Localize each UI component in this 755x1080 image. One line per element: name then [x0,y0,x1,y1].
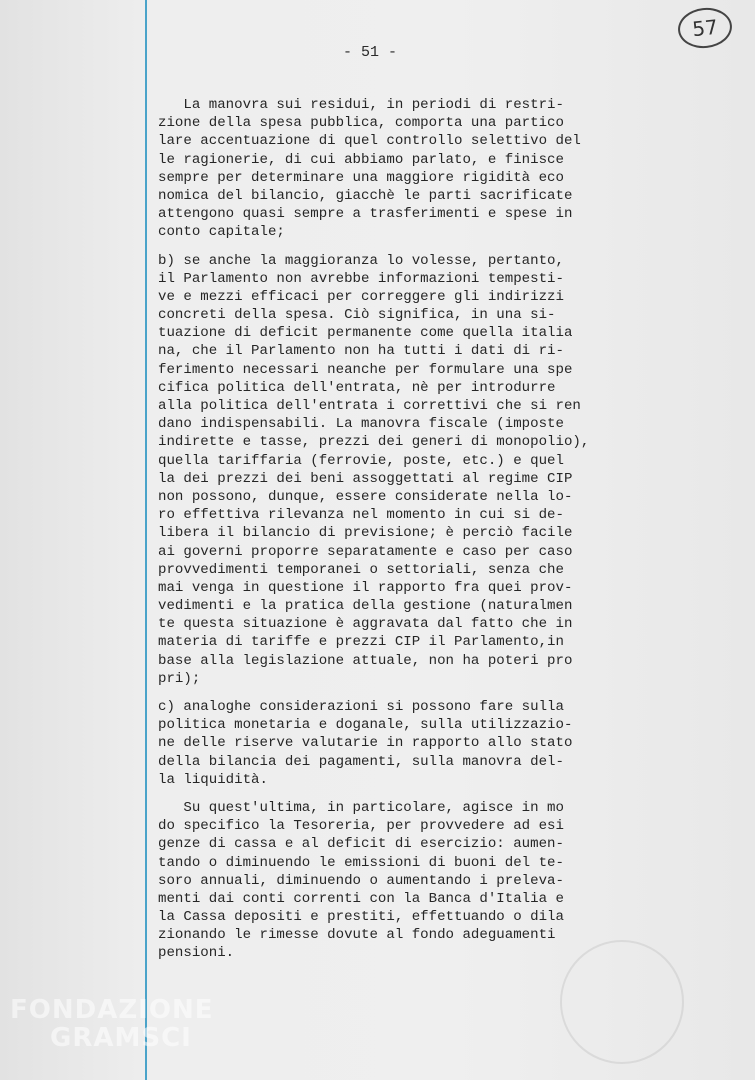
text-line: provvedimenti temporanei o settoriali, senza che [158,561,564,578]
text-line: mai venga in questione il rapporto fra quei prov- [158,579,573,596]
text-line: della bilancia dei pagamenti, sulla manovra del- [158,753,564,770]
text-line: b) se anche la maggioranza lo volesse, pertanto, [158,252,564,269]
text-line: le ragionerie, di cui abbiamo parlato, e finisce [158,151,564,168]
text-line: la dei prezzi dei beni assoggettati al regime CIP [158,470,573,487]
text-line: te questa situazione è aggravata dal fatto che in [158,616,573,633]
text-line: ve e mezzi efficaci per correggere gli indirizzi [158,288,564,305]
text-line: nomica del bilancio, giacchè le parti sacrificate [158,187,573,204]
watermark-line: GRAMSCI [50,1023,192,1053]
text-line: concreti della spesa. Ciò significa, in una si- [158,307,556,324]
text-line: ro effettiva rilevanza nel momento in cui si de- [158,507,564,524]
text-line: dano indispensabili. La manovra fiscale (imposte [158,416,564,433]
watermark-line: FONDAZIONE [10,995,214,1025]
text-line: zione della spesa pubblica, comporta una partico [158,115,564,132]
margin-line [145,0,147,1080]
text-line: menti dai conti correnti con la Banca d'Italia e [158,890,564,907]
paragraph [158,96,628,242]
text-line: sempre per determinare una maggiore rigidità eco [158,169,564,186]
paragraph [158,799,628,963]
text-line: c) analoghe considerazioni si possono fare sulla [158,699,564,715]
text-line: pri); [158,670,201,687]
text-line: alla politica dell'entrata i correttivi che si ren [158,398,581,414]
text-line: genze di cassa e al deficit di esercizio: aumen- [158,836,564,853]
paragraph [158,698,628,789]
text-line: indirette e tasse, prezzi dei generi di monopolio), [158,434,590,451]
text-line: soro annuali, diminuendo o aumentando i preleva- [158,872,564,889]
text-line: non possono, dunque, essere considerate nella lo- [158,488,573,505]
text-line: il Parlamento non avrebbe informazioni tempesti- [158,270,564,287]
text-line: attengono quasi sempre a trasferimenti e spese in [158,206,573,223]
text-line: Su quest'ultima, in particolare, agisce in mo [158,799,564,816]
text-line: tuazione di deficit permanente come quella italia [158,325,573,342]
text-line: ai governi proporre separatamente e caso per caso [158,543,573,560]
text-line: politica monetaria e doganale, sulla utilizzazio- [158,717,573,734]
text-line: ne delle riserve valutarie in rapporto allo stato [158,735,573,752]
text-line: vedimenti e la pratica della gestione (naturalmen [158,598,573,615]
text-line: la liquidità. [158,771,268,788]
watermark [10,996,213,1052]
paragraph [158,252,628,689]
text-line: La manovra sui residui, in periodi di restri- [158,97,564,113]
text-line: pensioni. [158,945,235,962]
text-line: materia di tariffe e prezzi CIP il Parlamento,in [158,634,564,651]
page-number: - 51 - [342,44,397,61]
text-line: la Cassa depositi e prestiti, effettuando o dila [158,909,564,926]
text-line: na, che il Parlamento non ha tutti i dati di ri- [158,343,564,360]
text-line: do specifico la Tesoreria, per provvedere ad esi [158,818,564,835]
text-line: ferimento necessari neanche per formulare una spe [158,361,573,378]
archive-page-number: 57 [676,5,734,50]
text-line: lare accentuazione di quel controllo selettivo del [158,133,581,150]
text-line: quella tariffaria (ferrovie, poste, etc.) e quel [158,452,564,469]
text-line: cifica politica dell'entrata, nè per introdurre [158,379,556,396]
text-line: conto capitale; [158,224,285,241]
text-line: libera il bilancio di previsione; è perciò facile [158,525,573,542]
text-line: zionando le rimesse dovute al fondo adeguamenti [158,927,556,944]
text-line: base alla legislazione attuale, non ha poteri pro [158,652,573,669]
text-line: tando o diminuendo le emissioni di buoni del te- [158,854,564,871]
body-text [158,96,628,963]
